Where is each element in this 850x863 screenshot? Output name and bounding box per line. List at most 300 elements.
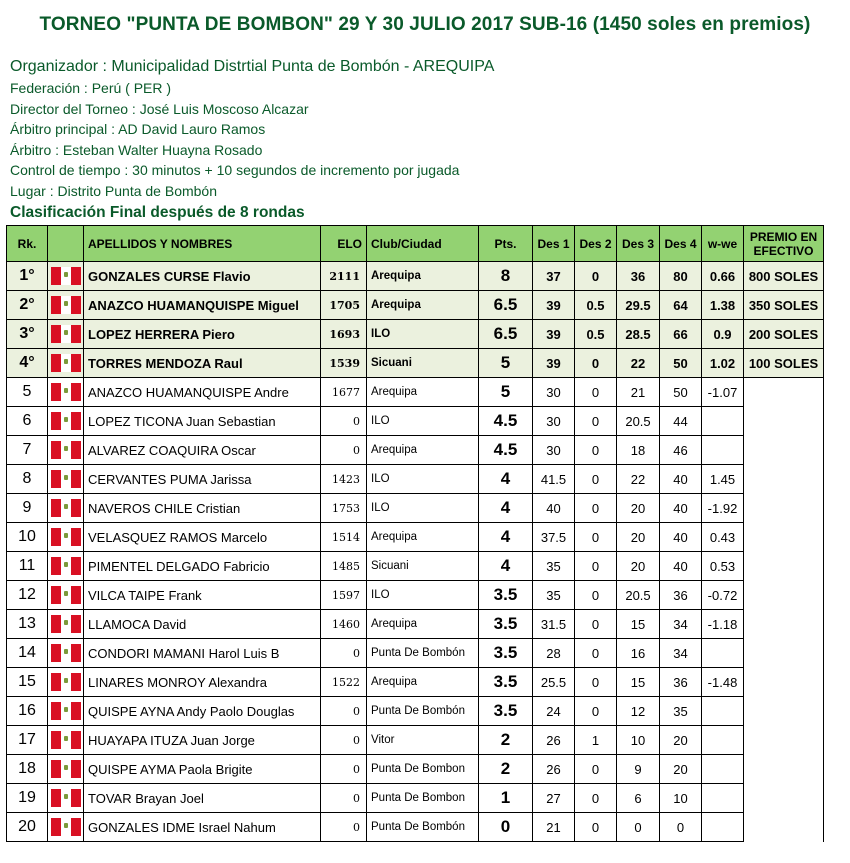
peru-flag-icon (51, 818, 81, 836)
elo-cell: 1693 (321, 320, 367, 349)
table-row (7, 378, 824, 407)
prize-cell (744, 610, 824, 639)
wwe-cell (702, 639, 744, 668)
peru-flag-icon (51, 470, 81, 488)
elo-cell: 1705 (321, 291, 367, 320)
player-name-cell: QUISPE AYMA Paola Brigite (84, 755, 321, 784)
des4-cell: 0 (660, 813, 702, 842)
club-cell: Arequipa (367, 523, 479, 552)
header-name: APELLIDOS Y NOMBRES (84, 226, 321, 262)
des2-cell: 0.5 (575, 291, 617, 320)
wwe-cell (702, 726, 744, 755)
player-name-cell: QUISPE AYNA Andy Paolo Douglas (84, 697, 321, 726)
header-rank: Rk. (7, 226, 48, 262)
des4-cell: 50 (660, 349, 702, 378)
prize-cell (744, 407, 824, 436)
table-row (7, 784, 824, 813)
page-title: TORNEO "PUNTA DE BOMBON" 29 Y 30 JULIO 2017 SUB-16 (1450 soles en premios) (39, 14, 811, 35)
des3-cell: 18 (617, 436, 660, 465)
player-name-cell: GONZALES IDME Israel Nahum (84, 813, 321, 842)
prize-cell (744, 436, 824, 465)
flag-cell (48, 813, 84, 842)
points-cell: 4.5 (479, 407, 533, 436)
tournament-info (10, 56, 494, 201)
rank-cell: 11 (7, 552, 48, 581)
player-name-cell: ALVAREZ COAQUIRA Oscar (84, 436, 321, 465)
player-name-cell: LINARES MONROY Alexandra (84, 668, 321, 697)
prize-cell: 350 SOLES (744, 291, 824, 320)
header-row (7, 226, 824, 262)
club-cell: Arequipa (367, 436, 479, 465)
points-cell: 5 (479, 378, 533, 407)
flag-cell (48, 378, 84, 407)
flag-cell (48, 755, 84, 784)
des4-cell: 44 (660, 407, 702, 436)
rank-cell: 7 (7, 436, 48, 465)
flag-cell (48, 494, 84, 523)
table-row (7, 494, 824, 523)
table-row (7, 581, 824, 610)
wwe-cell: -1.48 (702, 668, 744, 697)
points-cell: 3.5 (479, 697, 533, 726)
prize-cell (744, 726, 824, 755)
player-name-cell: CERVANTES PUMA Jarissa (84, 465, 321, 494)
club-cell: Arequipa (367, 378, 479, 407)
des1-cell: 25.5 (533, 668, 575, 697)
table-row (7, 523, 824, 552)
rank-cell: 2° (7, 291, 48, 320)
player-name-cell: PIMENTEL DELGADO Fabricio (84, 552, 321, 581)
rank-cell: 14 (7, 639, 48, 668)
club-cell: Punta De Bombón (367, 813, 479, 842)
club-cell: ILO (367, 494, 479, 523)
elo-cell: 1753 (321, 494, 367, 523)
player-name-cell: ANAZCO HUAMANQUISPE Andre (84, 378, 321, 407)
points-cell: 3.5 (479, 610, 533, 639)
flag-cell (48, 349, 84, 378)
des1-cell: 37.5 (533, 523, 575, 552)
table-row (7, 349, 824, 378)
des3-cell: 15 (617, 668, 660, 697)
rank-cell: 1° (7, 262, 48, 291)
rank-cell: 8 (7, 465, 48, 494)
rank-cell: 16 (7, 697, 48, 726)
des3-cell: 22 (617, 465, 660, 494)
des3-cell: 15 (617, 610, 660, 639)
peru-flag-icon (51, 731, 81, 749)
header-flag (48, 226, 84, 262)
peru-flag-icon (51, 499, 81, 517)
des2-cell: 0.5 (575, 320, 617, 349)
des4-cell: 34 (660, 610, 702, 639)
header-points: Pts. (479, 226, 533, 262)
des3-cell: 28.5 (617, 320, 660, 349)
peru-flag-icon (51, 383, 81, 401)
des1-cell: 35 (533, 552, 575, 581)
club-cell: Punta De Bombón (367, 697, 479, 726)
rank-cell: 13 (7, 610, 48, 639)
elo-cell: 1597 (321, 581, 367, 610)
table-row (7, 436, 824, 465)
wwe-cell (702, 407, 744, 436)
rank-cell: 12 (7, 581, 48, 610)
wwe-cell: 0.53 (702, 552, 744, 581)
des4-cell: 46 (660, 436, 702, 465)
club-cell: Punta De Bombon (367, 784, 479, 813)
wwe-cell: 1.45 (702, 465, 744, 494)
flag-cell (48, 639, 84, 668)
points-cell: 6.5 (479, 291, 533, 320)
des1-cell: 21 (533, 813, 575, 842)
wwe-cell: 0.66 (702, 262, 744, 291)
des1-cell: 40 (533, 494, 575, 523)
table-row (7, 726, 824, 755)
des4-cell: 34 (660, 639, 702, 668)
peru-flag-icon (51, 296, 81, 314)
points-cell: 3.5 (479, 668, 533, 697)
peru-flag-icon (51, 673, 81, 691)
chief-arbiter-line: Árbitro principal : AD David Lauro Ramos (10, 121, 266, 137)
rank-cell: 6 (7, 407, 48, 436)
rank-cell: 4° (7, 349, 48, 378)
des1-cell: 26 (533, 726, 575, 755)
club-cell: Vitor (367, 726, 479, 755)
des2-cell: 0 (575, 552, 617, 581)
elo-cell: 0 (321, 813, 367, 842)
des1-cell: 30 (533, 378, 575, 407)
des3-cell: 36 (617, 262, 660, 291)
header-prize: PREMIO EN EFECTIVO (744, 226, 824, 262)
flag-cell (48, 610, 84, 639)
des3-cell: 29.5 (617, 291, 660, 320)
peru-flag-icon (51, 760, 81, 778)
prize-cell (744, 552, 824, 581)
player-name-cell: VELASQUEZ RAMOS Marcelo (84, 523, 321, 552)
points-cell: 2 (479, 726, 533, 755)
rank-cell: 20 (7, 813, 48, 842)
des2-cell: 0 (575, 378, 617, 407)
elo-cell: 0 (321, 784, 367, 813)
player-name-cell: NAVEROS CHILE Cristian (84, 494, 321, 523)
federation-line: Federación : Perú ( PER ) (10, 80, 172, 96)
des1-cell: 41.5 (533, 465, 575, 494)
flag-cell (48, 320, 84, 349)
header-des3: Des 3 (617, 226, 660, 262)
points-cell: 0 (479, 813, 533, 842)
elo-cell: 1460 (321, 610, 367, 639)
club-cell: ILO (367, 320, 479, 349)
des3-cell: 21 (617, 378, 660, 407)
des2-cell: 0 (575, 436, 617, 465)
points-cell: 4 (479, 552, 533, 581)
header-des2: Des 2 (575, 226, 617, 262)
wwe-cell (702, 697, 744, 726)
peru-flag-icon (51, 441, 81, 459)
elo-cell: 0 (321, 639, 367, 668)
rank-cell: 3° (7, 320, 48, 349)
des1-cell: 27 (533, 784, 575, 813)
des1-cell: 24 (533, 697, 575, 726)
standings-body (7, 262, 824, 842)
header-des1: Des 1 (533, 226, 575, 262)
des2-cell: 0 (575, 262, 617, 291)
wwe-cell: 1.02 (702, 349, 744, 378)
des3-cell: 16 (617, 639, 660, 668)
time-control-line: Control de tiempo : 30 minutos + 10 segundos de incremento por jugada (10, 162, 460, 178)
organizer-line: Organizador : Municipalidad Distrtial Punta de Bombón - AREQUIPA (10, 58, 495, 75)
points-cell: 4 (479, 494, 533, 523)
des1-cell: 31.5 (533, 610, 575, 639)
prize-cell (744, 755, 824, 784)
des3-cell: 6 (617, 784, 660, 813)
des4-cell: 20 (660, 726, 702, 755)
des3-cell: 10 (617, 726, 660, 755)
header-elo: ELO (321, 226, 367, 262)
elo-cell: 0 (321, 755, 367, 784)
table-row (7, 697, 824, 726)
player-name-cell: HUAYAPA ITUZA Juan Jorge (84, 726, 321, 755)
rank-cell: 9 (7, 494, 48, 523)
wwe-cell (702, 755, 744, 784)
prize-cell (744, 639, 824, 668)
wwe-cell (702, 784, 744, 813)
des4-cell: 50 (660, 378, 702, 407)
player-name-cell: GONZALES CURSE Flavio (84, 262, 321, 291)
club-cell: Arequipa (367, 291, 479, 320)
des4-cell: 40 (660, 494, 702, 523)
table-row (7, 291, 824, 320)
des2-cell: 0 (575, 784, 617, 813)
points-cell: 1 (479, 784, 533, 813)
table-row (7, 552, 824, 581)
points-cell: 5 (479, 349, 533, 378)
arbiter-line: Árbitro : Esteban Walter Huayna Rosado (10, 141, 263, 158)
prize-cell: 800 SOLES (744, 262, 824, 291)
des1-cell: 37 (533, 262, 575, 291)
points-cell: 4 (479, 523, 533, 552)
des1-cell: 39 (533, 349, 575, 378)
elo-cell: 1539 (321, 349, 367, 378)
club-cell: Arequipa (367, 262, 479, 291)
peru-flag-icon (51, 267, 81, 285)
table-row (7, 610, 824, 639)
peru-flag-icon (51, 528, 81, 546)
wwe-cell (702, 813, 744, 842)
elo-cell: 0 (321, 697, 367, 726)
table-row (7, 465, 824, 494)
des1-cell: 30 (533, 407, 575, 436)
table-row (7, 813, 824, 842)
rank-cell: 17 (7, 726, 48, 755)
elo-cell: 0 (321, 436, 367, 465)
elo-cell: 1423 (321, 465, 367, 494)
des4-cell: 36 (660, 581, 702, 610)
header-club: Club/Ciudad (367, 226, 479, 262)
player-name-cell: CONDORI MAMANI Harol Luis B (84, 639, 321, 668)
des2-cell: 0 (575, 349, 617, 378)
wwe-cell (702, 436, 744, 465)
wwe-cell: -1.07 (702, 378, 744, 407)
flag-cell (48, 726, 84, 755)
club-cell: ILO (367, 407, 479, 436)
des1-cell: 28 (533, 639, 575, 668)
flag-cell (48, 436, 84, 465)
flag-cell (48, 668, 84, 697)
director-line: Director del Torneo : José Luis Moscoso Alcazar (10, 100, 309, 117)
prize-cell (744, 813, 824, 842)
prize-cell (744, 697, 824, 726)
prize-cell (744, 784, 824, 813)
table-row (7, 320, 824, 349)
player-name-cell: TOVAR Brayan Joel (84, 784, 321, 813)
elo-cell: 2111 (321, 262, 367, 291)
des1-cell: 39 (533, 291, 575, 320)
des2-cell: 0 (575, 407, 617, 436)
player-name-cell: ANAZCO HUAMANQUISPE Miguel (84, 291, 321, 320)
des2-cell: 0 (575, 465, 617, 494)
wwe-cell: 1.38 (702, 291, 744, 320)
des1-cell: 26 (533, 755, 575, 784)
wwe-cell: 0.43 (702, 523, 744, 552)
points-cell: 3.5 (479, 581, 533, 610)
standings-table (6, 225, 824, 842)
des4-cell: 40 (660, 523, 702, 552)
des2-cell: 0 (575, 494, 617, 523)
table-row (7, 262, 824, 291)
des1-cell: 30 (533, 436, 575, 465)
flag-cell (48, 407, 84, 436)
prize-cell (744, 465, 824, 494)
elo-cell: 1522 (321, 668, 367, 697)
des3-cell: 12 (617, 697, 660, 726)
club-cell: Arequipa (367, 668, 479, 697)
elo-cell: 1485 (321, 552, 367, 581)
player-name-cell: LLAMOCA David (84, 610, 321, 639)
club-cell: Punta De Bombon (367, 755, 479, 784)
table-row (7, 668, 824, 697)
prize-cell: 100 SOLES (744, 349, 824, 378)
rank-cell: 10 (7, 523, 48, 552)
table-row (7, 755, 824, 784)
des2-cell: 0 (575, 697, 617, 726)
des3-cell: 20.5 (617, 581, 660, 610)
flag-cell (48, 784, 84, 813)
des4-cell: 10 (660, 784, 702, 813)
des2-cell: 0 (575, 523, 617, 552)
points-cell: 2 (479, 755, 533, 784)
rank-cell: 19 (7, 784, 48, 813)
points-cell: 6.5 (479, 320, 533, 349)
player-name-cell: TORRES MENDOZA Raul (84, 349, 321, 378)
points-cell: 3.5 (479, 639, 533, 668)
table-row (7, 407, 824, 436)
flag-cell (48, 523, 84, 552)
peru-flag-icon (51, 325, 81, 343)
player-name-cell: LOPEZ HERRERA Piero (84, 320, 321, 349)
elo-cell: 0 (321, 726, 367, 755)
player-name-cell: LOPEZ TICONA Juan Sebastian (84, 407, 321, 436)
elo-cell: 1677 (321, 378, 367, 407)
club-cell: Punta De Bombón (367, 639, 479, 668)
des2-cell: 0 (575, 639, 617, 668)
des2-cell: 0 (575, 581, 617, 610)
des3-cell: 9 (617, 755, 660, 784)
wwe-cell: -1.92 (702, 494, 744, 523)
wwe-cell: -0.72 (702, 581, 744, 610)
points-cell: 4.5 (479, 436, 533, 465)
rank-cell: 18 (7, 755, 48, 784)
des2-cell: 0 (575, 813, 617, 842)
peru-flag-icon (51, 615, 81, 633)
prize-cell: 200 SOLES (744, 320, 824, 349)
standings-subtitle: Clasificación Final después de 8 rondas (10, 204, 305, 221)
des1-cell: 39 (533, 320, 575, 349)
prize-cell (744, 523, 824, 552)
prize-cell (744, 494, 824, 523)
flag-cell (48, 291, 84, 320)
rank-cell: 5 (7, 378, 48, 407)
club-cell: Sicuani (367, 349, 479, 378)
des4-cell: 80 (660, 262, 702, 291)
header-des4: Des 4 (660, 226, 702, 262)
prize-cell (744, 378, 824, 407)
elo-cell: 1514 (321, 523, 367, 552)
club-cell: Arequipa (367, 610, 479, 639)
des3-cell: 20 (617, 552, 660, 581)
peru-flag-icon (51, 644, 81, 662)
des4-cell: 40 (660, 465, 702, 494)
wwe-cell: 0.9 (702, 320, 744, 349)
club-cell: Sicuani (367, 552, 479, 581)
table-row (7, 639, 824, 668)
flag-cell (48, 465, 84, 494)
wwe-cell: -1.18 (702, 610, 744, 639)
club-cell: ILO (367, 465, 479, 494)
prize-cell (744, 668, 824, 697)
des3-cell: 22 (617, 349, 660, 378)
des4-cell: 64 (660, 291, 702, 320)
peru-flag-icon (51, 789, 81, 807)
club-cell: ILO (367, 581, 479, 610)
des2-cell: 0 (575, 755, 617, 784)
des3-cell: 20 (617, 494, 660, 523)
peru-flag-icon (51, 354, 81, 372)
flag-cell (48, 697, 84, 726)
peru-flag-icon (51, 586, 81, 604)
peru-flag-icon (51, 557, 81, 575)
des4-cell: 66 (660, 320, 702, 349)
points-cell: 4 (479, 465, 533, 494)
des3-cell: 20.5 (617, 407, 660, 436)
header-wwe: w-we (702, 226, 744, 262)
elo-cell: 0 (321, 407, 367, 436)
venue-line: Lugar : Distrito Punta de Bombón (10, 182, 218, 199)
des4-cell: 36 (660, 668, 702, 697)
points-cell: 8 (479, 262, 533, 291)
des4-cell: 40 (660, 552, 702, 581)
des1-cell: 35 (533, 581, 575, 610)
flag-cell (48, 581, 84, 610)
rank-cell: 15 (7, 668, 48, 697)
des3-cell: 20 (617, 523, 660, 552)
peru-flag-icon (51, 412, 81, 430)
peru-flag-icon (51, 702, 81, 720)
des2-cell: 0 (575, 610, 617, 639)
player-name-cell: VILCA TAIPE Frank (84, 581, 321, 610)
des2-cell: 1 (575, 726, 617, 755)
des4-cell: 35 (660, 697, 702, 726)
des3-cell: 0 (617, 813, 660, 842)
